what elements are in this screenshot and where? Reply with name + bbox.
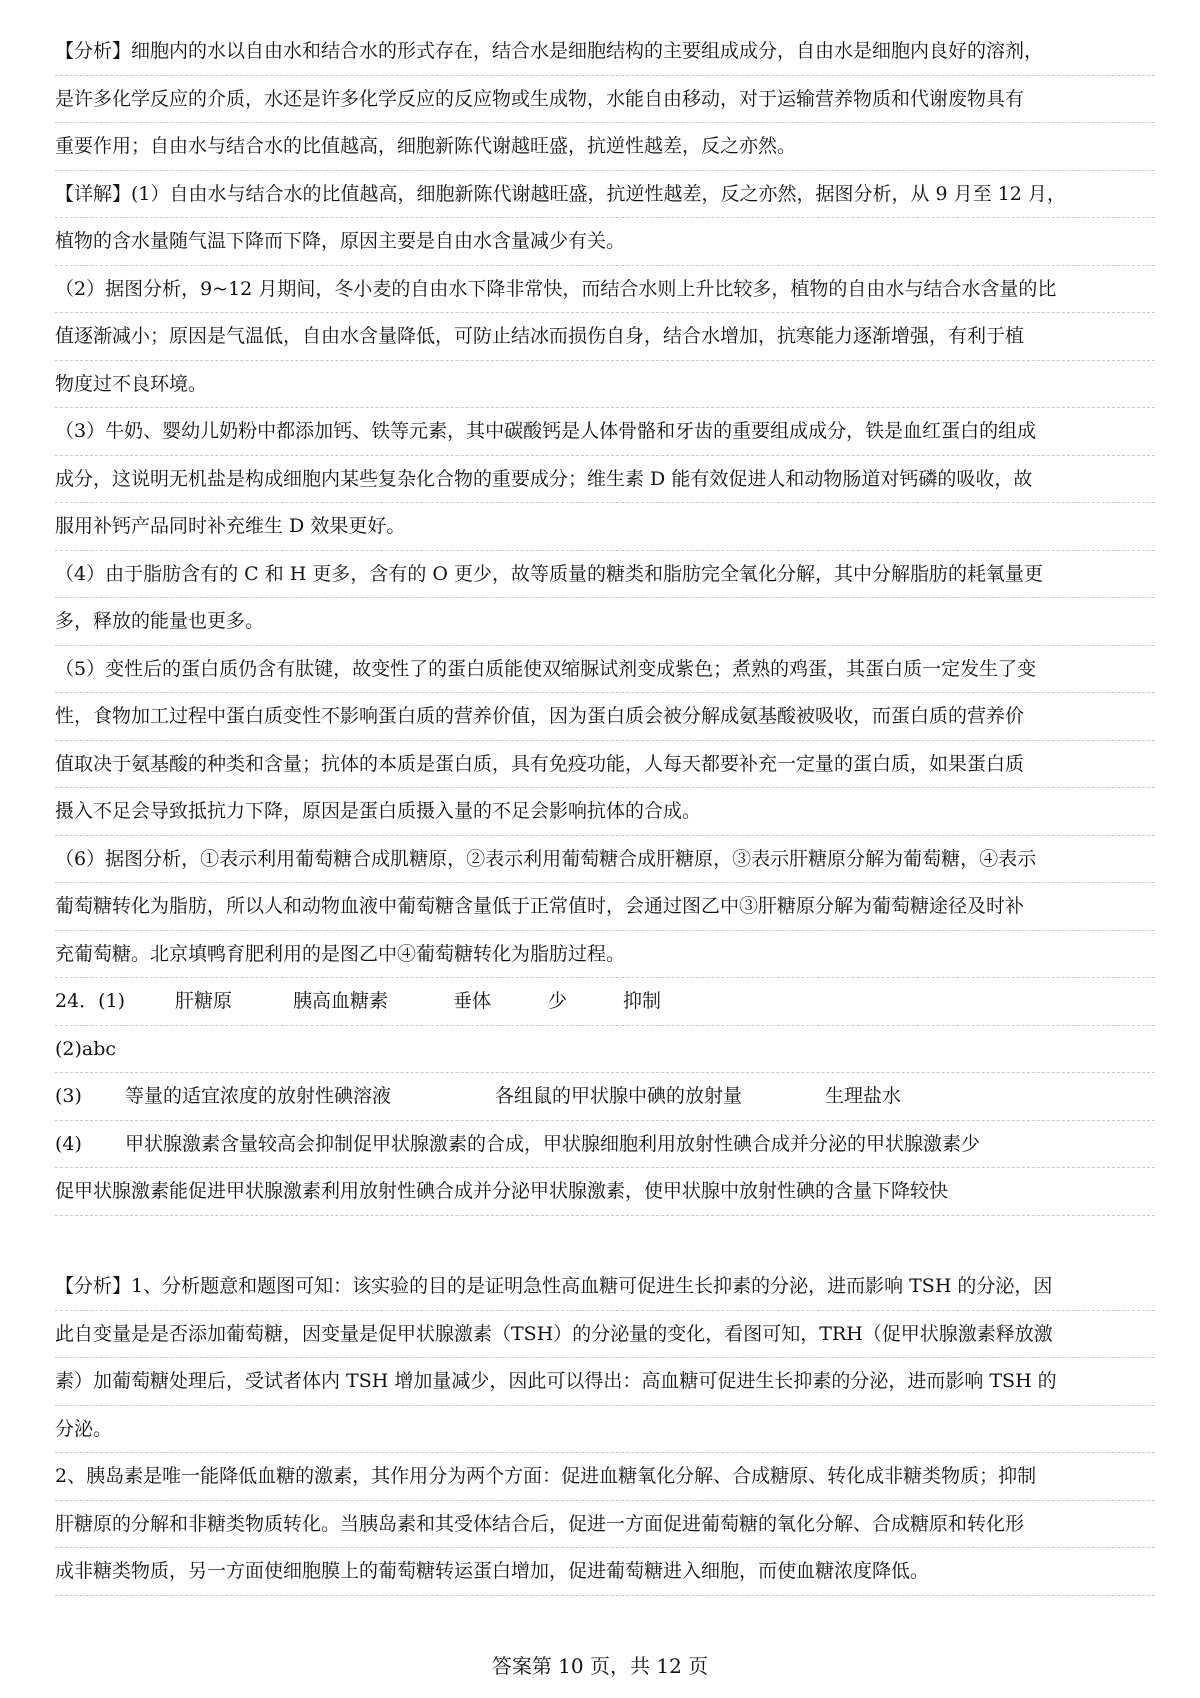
text-line: 摄入不足会导致抵抗力下降，原因是蛋白质摄入量的不足会影响抗体的合成。 — [55, 788, 1155, 836]
text-line: 重要作用；自由水与结合水的比值越高，细胞新陈代谢越旺盛，抗逆性越差，反之亦然。 — [55, 123, 1155, 171]
document-body — [55, 28, 1155, 1596]
text-line: （2）据图分析，9~12 月期间，冬小麦的自由水下降非常快，而结合水则上升比较多，植物的自由水与结合水含量的比 — [55, 266, 1155, 314]
text-line: 植物的含水量随气温下降而下降，原因主要是自由水含量减少有关。 — [55, 218, 1155, 266]
q24-answer-1: 肝糖原 — [175, 990, 233, 1012]
text-line: 肝糖原的分解和非糖类物质转化。当胰岛素和其受体结合后，促进一方面促进葡萄糖的氧化分解、合成糖原和转化形 — [55, 1501, 1155, 1549]
q24-part3-answer-3: 生理盐水 — [825, 1085, 902, 1107]
q24-part4-line — [55, 1121, 1155, 1169]
text-line: 分泌。 — [55, 1406, 1155, 1454]
q24-part2-line: (2)abc — [55, 1026, 1155, 1074]
text-line: 【分析】1、分析题意和题图可知：该实验的目的是证明急性高血糖可促进生长抑素的分泌，进而影响 TSH 的分泌，因 — [55, 1263, 1155, 1311]
q24-part4-answer-2: 促甲状腺激素能促进甲状腺激素利用放射性碘合成并分泌甲状腺激素，使甲状腺中放射性碘的含量下降较快 — [55, 1168, 1155, 1216]
blank-spacer — [55, 1216, 1155, 1264]
text-line: 服用补钙产品同时补充维生 D 效果更好。 — [55, 503, 1155, 551]
q24-part3-number: (3) — [55, 1085, 82, 1107]
q24-part4-answer-1: 甲状腺激素含量较高会抑制促甲状腺激素的合成，甲状腺细胞利用放射性碘合成并分泌的甲状腺激素少 — [125, 1132, 981, 1155]
text-line: （4）由于脂肪含有的 C 和 H 更多，含有的 O 更少，故等质量的糖类和脂肪完全氧化分解，其中分解脂肪的耗氧量更 — [55, 551, 1155, 599]
text-line: （3）牛奶、婴幼儿奶粉中都添加钙、铁等元素，其中碳酸钙是人体骨骼和牙齿的重要组成成分，铁是血红蛋白的组成 — [55, 408, 1155, 456]
analysis-block-24 — [55, 1263, 1155, 1596]
q24-part3-answer-1: 等量的适宜浓度的放射性碘溶液 — [125, 1085, 392, 1107]
text-line: （5）变性后的蛋白质仍含有肽键，故变性了的蛋白质能使双缩脲试剂变成紫色；煮熟的鸡蛋，其蛋白质一定发生了变 — [55, 646, 1155, 694]
text-line: 2、胰岛素是唯一能降低血糖的激素，其作用分为两个方面：促进血糖氧化分解、合成糖原、转化成非糖类物质；抑制 — [55, 1453, 1155, 1501]
q24-answer-2: 胰高血糖素 — [293, 990, 389, 1012]
text-line: 成分，这说明无机盐是构成细胞内某些复杂化合物的重要成分；维生素 D 能有效促进人和动物肠道对钙磷的吸收，故 — [55, 456, 1155, 504]
q24-part4-number: (4) — [55, 1132, 82, 1155]
text-line: 充葡萄糖。北京填鸭育肥利用的是图乙中④葡萄糖转化为脂肪过程。 — [55, 931, 1155, 979]
text-line: 性，食物加工过程中蛋白质变性不影响蛋白质的营养价值，因为蛋白质会被分解成氨基酸被吸收，而蛋白质的营养价 — [55, 693, 1155, 741]
q24-part1-line — [55, 978, 1155, 1026]
text-line: 【分析】细胞内的水以自由水和结合水的形式存在，结合水是细胞结构的主要组成成分，自由水是细胞内良好的溶剂， — [55, 28, 1155, 76]
text-line: 素）加葡萄糖处理后，受试者体内 TSH 增加量减少，因此可以得出：高血糖可促进生长抑素的分泌，进而影响 TSH 的 — [55, 1358, 1155, 1406]
q24-answer-3: 垂体 — [453, 990, 492, 1012]
text-line: 葡萄糖转化为脂肪，所以人和动物血液中葡萄糖含量低于正常值时，会通过图乙中③肝糖原分解为葡萄糖途径及时补 — [55, 883, 1155, 931]
q24-part3-answer-2: 各组鼠的甲状腺中碘的放射量 — [495, 1085, 743, 1107]
q24-number: 24．(1) — [55, 990, 126, 1012]
text-line: （6）据图分析，①表示利用葡萄糖合成肌糖原，②表示利用葡萄糖合成肝糖原，③表示肝糖原分解为葡萄糖，④表示 — [55, 836, 1155, 884]
text-line: 物度过不良环境。 — [55, 361, 1155, 409]
analysis-block-23 — [55, 28, 1155, 978]
text-line: 多，释放的能量也更多。 — [55, 598, 1155, 646]
text-line: 【详解】(1）自由水与结合水的比值越高，细胞新陈代谢越旺盛，抗逆性越差，反之亦然，据图分析，从 9 月至 12 月， — [55, 171, 1155, 219]
text-line: 成非糖类物质，另一方面使细胞膜上的葡萄糖转运蛋白增加，促进葡萄糖进入细胞，而使血糖浓度降低。 — [55, 1548, 1155, 1596]
q24-answer-4: 少 — [548, 990, 568, 1012]
text-line: 值逐渐减小；原因是气温低，自由水含量降低，可防止结冰而损伤自身，结合水增加，抗寒能力逐渐增强，有利于植 — [55, 313, 1155, 361]
q24-part3-line — [55, 1073, 1155, 1121]
page-footer: 答案第 10 页，共 12 页 — [491, 1654, 709, 1678]
text-line: 此自变量是是否添加葡萄糖，因变量是促甲状腺激素（TSH）的分泌量的变化，看图可知，TRH（促甲状腺激素释放激 — [55, 1311, 1155, 1359]
q24-answer-5: 抑制 — [623, 990, 662, 1012]
text-line: 值取决于氨基酸的种类和含量；抗体的本质是蛋白质，具有免疫功能，人每天都要补充一定量的蛋白质，如果蛋白质 — [55, 741, 1155, 789]
text-line: 是许多化学反应的介质，水还是许多化学反应的反应物或生成物，水能自由移动，对于运输营养物质和代谢废物具有 — [55, 76, 1155, 124]
